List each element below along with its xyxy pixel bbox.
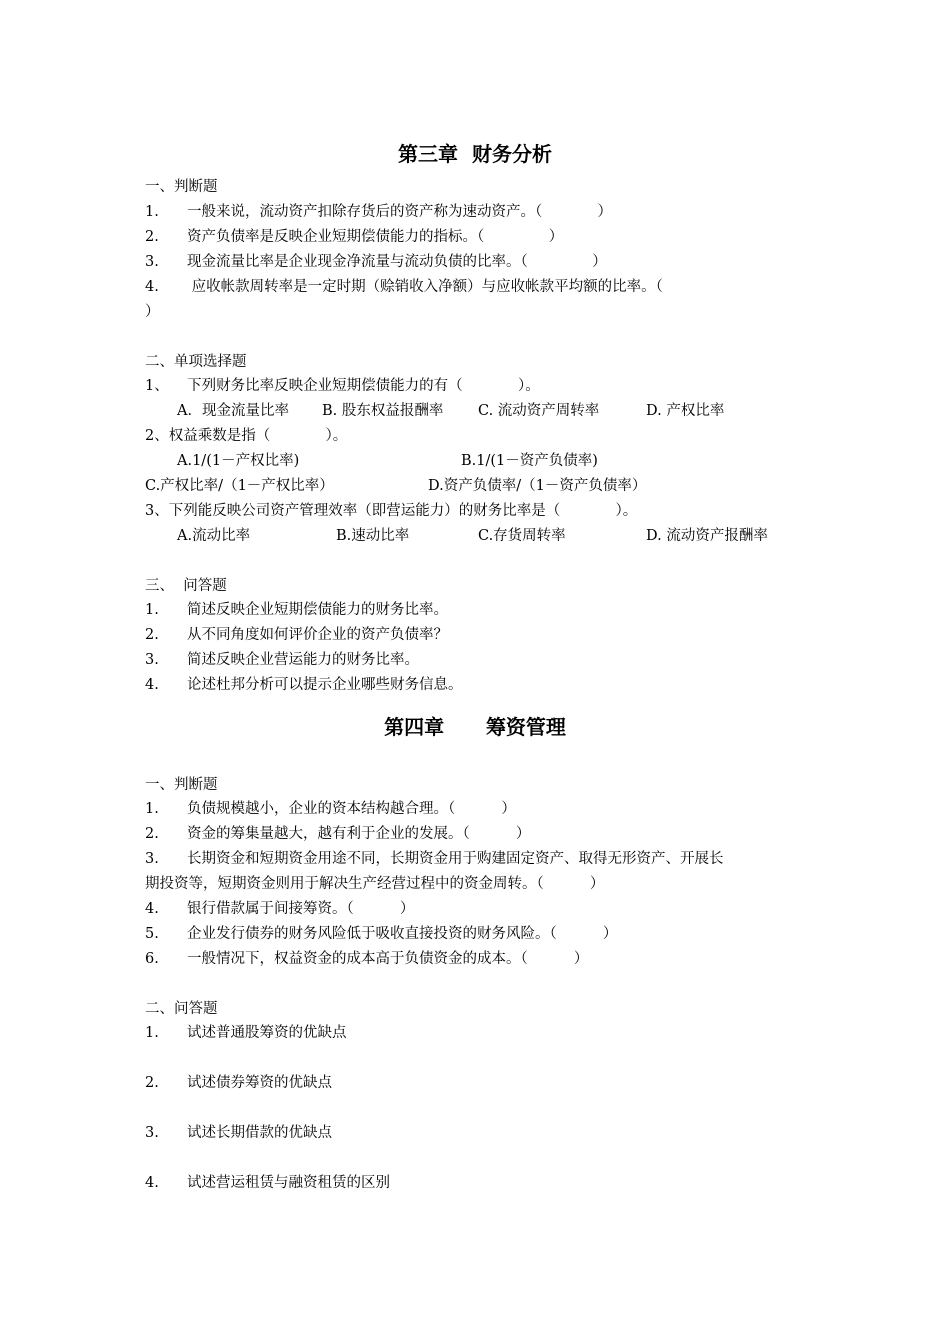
ch3-q2-option-c: C.产权比率/（1－产权比率） [145, 478, 334, 494]
ch3-q3-option-b: B.速动比率 [336, 528, 410, 544]
item-text: 资产负债率是反映企业短期偿债能力的指标。（ ） [187, 229, 564, 245]
ch3-judge-item-3 [145, 252, 607, 272]
ch3-judge-item-2 [145, 227, 563, 247]
ch3-q2-option-b: B.1/(1－资产负债率) [461, 453, 598, 469]
item-text: 简述反映企业短期偿债能力的财务比率。 [187, 602, 448, 618]
item-text: 一般情况下，权益资金的成本高于负债资金的成本。（ ） [187, 951, 589, 967]
item-number: 3. [145, 851, 159, 867]
ch3-essay-item-2 [145, 625, 448, 645]
ch3-sec2-heading: 二、单项选择题 [145, 354, 247, 370]
ch4-judge-item-4 [145, 899, 414, 919]
chapter4-title: 第四章 筹资管理 [384, 715, 566, 739]
item-number: 3. [145, 652, 159, 668]
ch4-judge-item-1 [145, 799, 516, 819]
item-number: 4. [145, 901, 159, 917]
ch4-judge-item-5 [145, 924, 617, 944]
item-number: 1. [145, 801, 159, 817]
item-text: 试述营运租赁与融资租赁的区别 [187, 1175, 390, 1191]
ch3-essay-item-4 [145, 675, 463, 695]
item-text: 简述反映企业营运能力的财务比率。 [187, 652, 419, 668]
item-text: 企业发行债券的财务风险低于吸收直接投资的财务风险。（ ） [187, 926, 618, 942]
item-text: 期投资等，短期资金则用于解决生产经营过程中的资金周转。（ ） [145, 876, 605, 892]
item-number: 3. [145, 254, 159, 270]
ch4-essay-item-2 [145, 1073, 332, 1093]
ch3-q3-option-d: D. 流动资产报酬率 [646, 528, 768, 544]
item-number: 4. [145, 279, 159, 295]
item-number: 5. [145, 926, 159, 942]
ch3-choice-q2: 2、权益乘数是指（ ）。 [145, 428, 348, 444]
ch3-essay-item-1 [145, 600, 448, 620]
ch3-sec1-heading: 一、判断题 [145, 179, 218, 195]
chapter3-title: 第三章 财务分析 [398, 142, 552, 166]
item-text: 应收帐款周转率是一定时期（赊销收入净额）与应收帐款平均额的比率。（ [187, 279, 663, 295]
item-text: 一般来说，流动资产扣除存货后的资产称为速动资产。（ ） [187, 204, 613, 220]
ch3-q3-option-a: A.流动比率 [177, 528, 251, 544]
item-text: 试述长期借款的优缺点 [187, 1125, 332, 1141]
ch4-judge-item-2 [145, 824, 530, 844]
item-number: 2. [145, 1075, 159, 1091]
ch3-q2-option-d: D.资产负债率/（1－资产负债率） [428, 478, 647, 494]
ch3-judge-item-4-cont [145, 302, 160, 322]
item-text: 现金流量比率是企业现金净流量与流动负债的比率。（ ） [187, 254, 607, 270]
ch4-judge-item-3 [145, 849, 724, 869]
ch3-q1-option-d: D. 产权比率 [646, 403, 725, 419]
ch3-q3-option-c: C.存货周转率 [478, 528, 566, 544]
item-text: 论述杜邦分析可以提示企业哪些财务信息。 [187, 677, 463, 693]
item-number: 4. [145, 677, 159, 693]
ch3-sec3-heading: 三、 问答题 [145, 578, 227, 594]
ch4-essay-item-1 [145, 1023, 347, 1043]
item-number: 1. [145, 204, 159, 220]
item-text: 试述普通股筹资的优缺点 [187, 1025, 347, 1041]
item-number: 1. [145, 602, 159, 618]
ch3-choice-q3: 3、下列能反映公司资产管理效率（即营运能力）的财务比率是（ ）。 [145, 503, 638, 519]
item-number: 2. [145, 826, 159, 842]
item-text: 试述债券筹资的优缺点 [187, 1075, 332, 1091]
item-number: 1. [145, 1025, 159, 1041]
ch4-sec2-heading: 二、问答题 [145, 1001, 218, 1017]
ch3-q1-option-b: B. 股东权益报酬率 [322, 403, 444, 419]
item-number: 2. [145, 627, 159, 643]
item-text: 负债规模越小，企业的资本结构越合理。（ ） [187, 801, 516, 817]
item-number: 4. [145, 1175, 159, 1191]
ch4-essay-item-4 [145, 1173, 390, 1193]
ch4-sec1-heading: 一、判断题 [145, 777, 218, 793]
ch3-choice-q1: 1、 下列财务比率反映企业短期偿债能力的有（ ）。 [145, 378, 540, 394]
ch3-essay-item-3 [145, 650, 419, 670]
ch3-q1-option-c: C. 流动资产周转率 [478, 403, 600, 419]
ch4-essay-item-3 [145, 1123, 332, 1143]
item-text: 资金的筹集量越大，越有利于企业的发展。（ ） [187, 826, 531, 842]
item-text: 从不同角度如何评价企业的资产负债率？ [187, 627, 448, 643]
item-text: 长期资金和短期资金用途不同，长期资金用于购建固定资产、取得无形资产、开展长 [187, 851, 724, 867]
ch3-judge-item-1 [145, 202, 612, 222]
item-number: 6. [145, 951, 159, 967]
ch4-judge-item-3-cont [145, 874, 604, 894]
item-number: 3. [145, 1125, 159, 1141]
ch3-q1-option-a: A．现金流量比率 [177, 403, 289, 419]
item-number: 2. [145, 229, 159, 245]
ch4-judge-item-6 [145, 949, 588, 969]
ch3-q2-option-a: A.1/(1－产权比率) [177, 453, 300, 469]
item-text: ） [145, 304, 160, 320]
item-text: 银行借款属于间接筹资。（ ） [187, 901, 415, 917]
ch3-judge-item-4 [145, 277, 663, 297]
